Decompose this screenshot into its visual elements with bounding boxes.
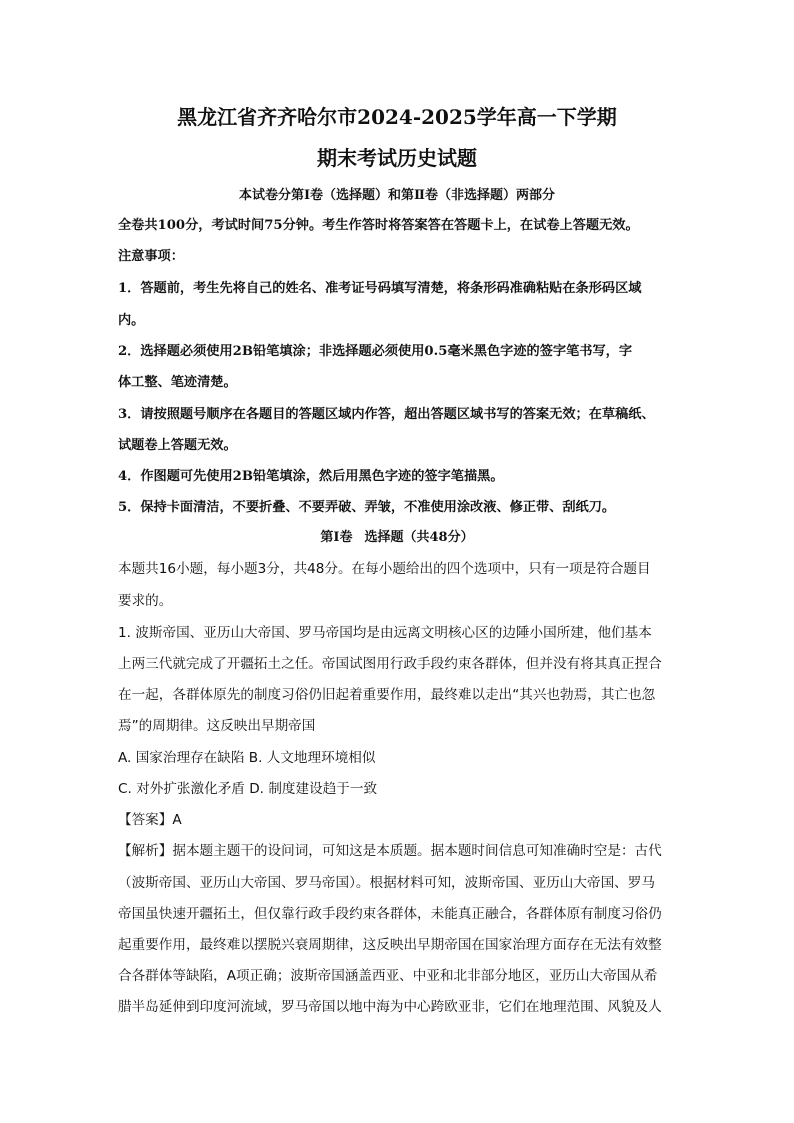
section-1-desc-line2: 要求的。 [118,593,173,609]
notice-item-3-line1: 3．请按照题号顺序在各题目的答题区域内作答，超出答题区域书写的答案无效；在草稿纸、 [118,407,655,422]
notice-item-1-line1: 1．答题前，考生先将自己的姓名、准考证号码填写清楚，将条形码准确粘贴在条形码区域 [118,281,642,296]
section-1-desc-line1: 本题共16小题，每小题3分，共48分。在每小题给出的四个选项中，只有一项是符合题目 [118,561,651,577]
notice-item-5: 5．保持卡面清洁，不要折叠、不要弄破、弄皱，不准使用涂改液、修正带、刮纸刀。 [118,500,616,515]
question-1-analysis-line3: 帝国虽快速开疆拓土，但仅靠行政手段约束各群体，未能真正融合，各群体原有制度习俗仍 [118,906,662,922]
question-1-stem-line1: 1. 波斯帝国、亚历山大帝国、罗马帝国均是由远离文明核心区的边陲小国所建，他们基本 [118,625,652,641]
exam-title-line1: 黑龙江省齐齐哈尔市2024-2025学年高一下学期 [177,105,617,129]
question-1-analysis-line6: 腊半岛延伸到印度河流域，罗马帝国以地中海为中心跨欧亚非，它们在地理范围、风貌及人 [118,999,662,1015]
question-1-options-cd: C. 对外扩张激化矛盾 D. 制度建设趋于一致 [118,781,378,797]
notice-item-3-line2: 试题卷上答题无效。 [118,438,237,453]
question-1-answer: 【答案】A [118,812,182,828]
notice-heading: 注意事项： [118,249,184,264]
exam-subtitle: 本试卷分第Ⅰ卷（选择题）和第Ⅱ卷（非选择题）两部分 [238,188,556,203]
question-1-stem-line2: 上两三代就完成了开疆拓土之任。帝国试图用行政手段约束各群体，但并没有将其真正捏合 [118,656,662,672]
notice-item-2-line2: 体工整、笔迹清楚。 [118,375,237,390]
question-1-analysis-line1: 【解析】据本题主题干的设问词，可知这是本质题。据本题时间信息可知准确时空是：古代 [118,843,662,859]
exam-title-line2: 期末考试历史试题 [317,146,477,170]
question-1-analysis-line5: 合各群体等缺陷，A项正确；波斯帝国涵盖西亚、中亚和北非部分地区，亚历山大帝国从希 [118,968,658,984]
question-1-options-ab: A. 国家治理存在缺陷 B. 人文地理环境相似 [118,750,376,766]
notice-intro: 全卷共100分，考试时间75分钟。考生作答时将答案答在答题卡上，在试卷上答题无效。 [118,218,639,233]
section-1-title-type: 选择题（共48分） [364,530,474,545]
question-1-analysis-line4: 起重要作用，最终难以摆脱兴衰周期律，这反映出早期帝国在国家治理方面存在无法有效整 [118,937,662,953]
section-1-title [0,528,794,548]
question-1-analysis-line2: （波斯帝国、亚历山大帝国、罗马帝国）。根据材料可知，波斯帝国、亚历山大帝国、罗马 [118,875,655,891]
notice-item-1-line2: 内。 [118,313,145,328]
section-1-title-volume: 第Ⅰ卷 [320,530,353,545]
notice-item-4: 4．作图题可先使用2B铅笔填涂，然后用黑色字迹的签字笔描黑。 [118,469,504,484]
question-1-stem-line4: 焉”的周期律。这反映出早期帝国 [118,718,316,734]
notice-item-2-line1: 2．选择题必须使用2B铅笔填涂；非选择题必须使用0.5毫米黑色字迹的签字笔书写，字 [118,344,633,359]
question-1-stem-line3: 在一起，各群体原先的制度习俗仍旧起着重要作用，最终难以走出“其兴也勃焉，其亡也忽 [118,687,656,703]
